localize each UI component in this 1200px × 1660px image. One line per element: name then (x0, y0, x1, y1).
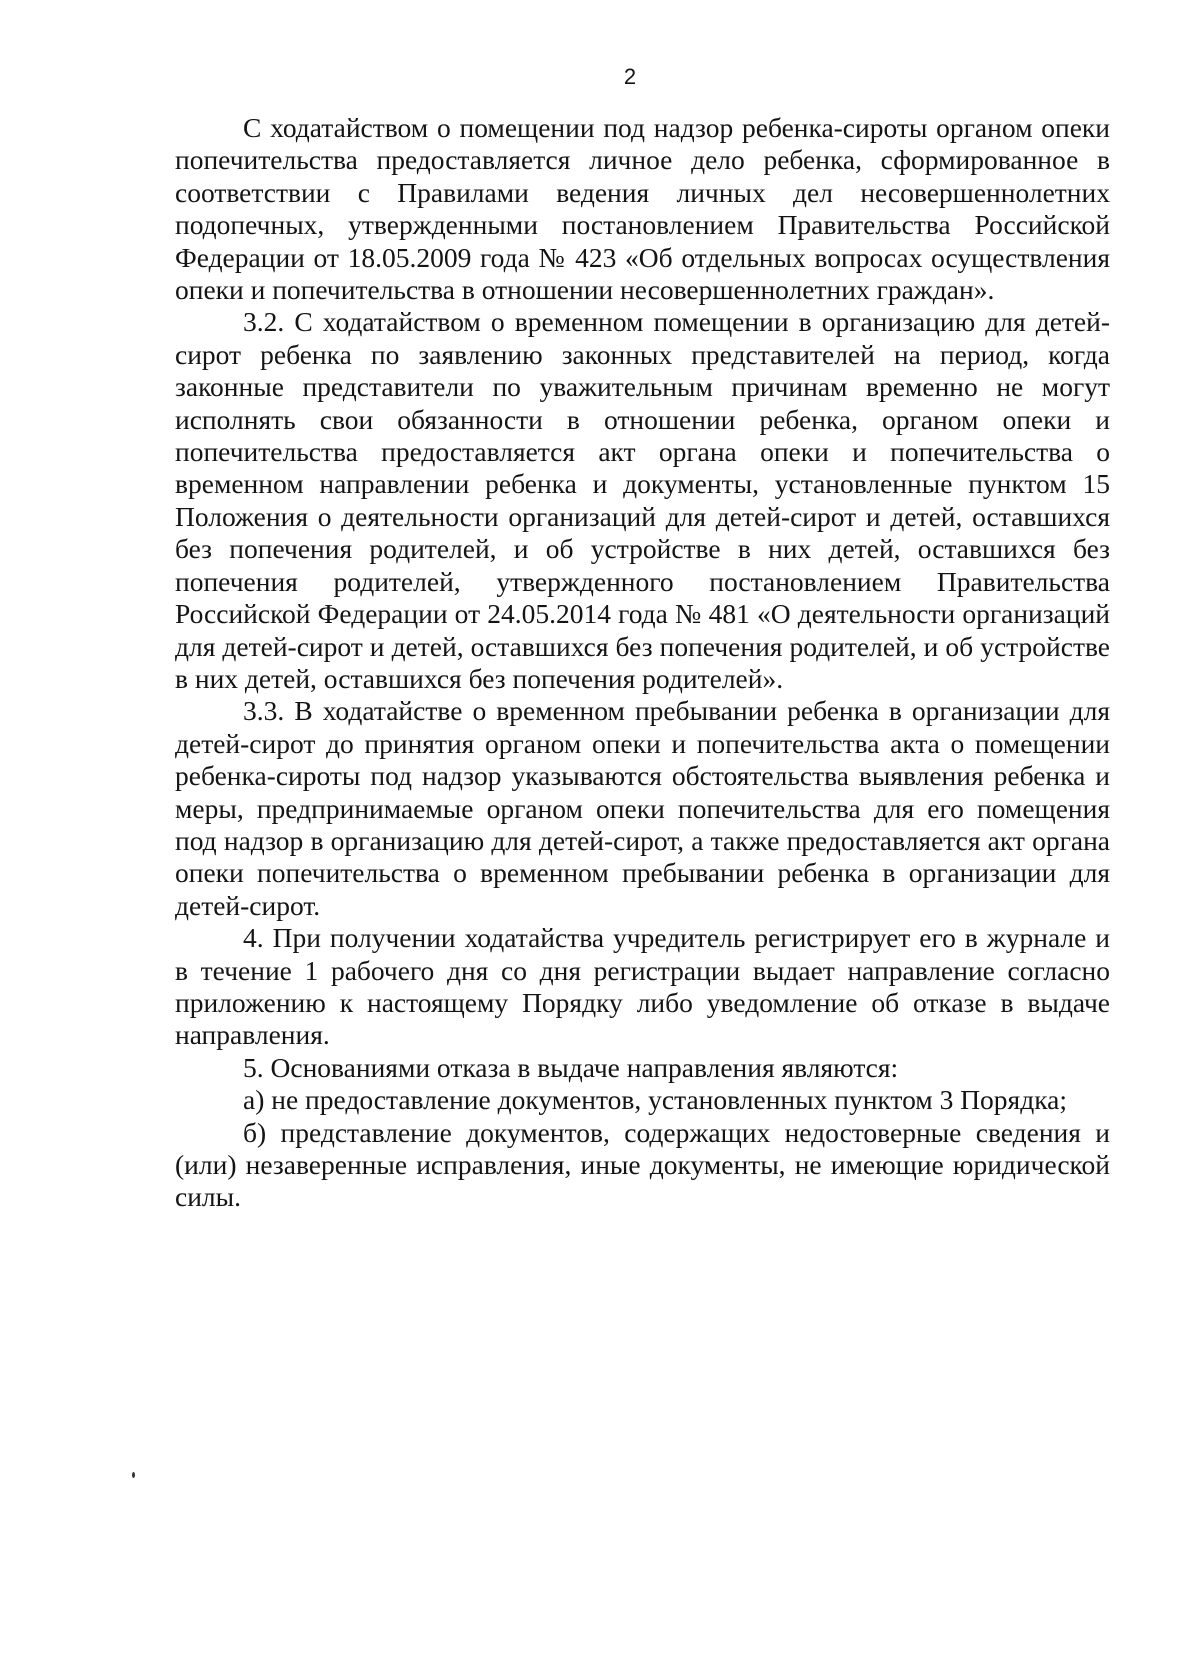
paragraph-5: 5. Основаниями отказа в выдаче направления являются: (243, 1051, 899, 1083)
paragraph-5b: б) представление документов, содержащих недостоверные сведения и (или) незаверенные исправления, иные документы, не имеющие юридической силы. (175, 1116, 1110, 1213)
document-body (175, 112, 1110, 1214)
scan-speck (132, 1472, 135, 1478)
paragraph-4: 4. При получении ходатайства учредитель регистрирует его в журнале и в течение 1 рабочего дня со дня регистрации выдает направление согласно приложению к настоящему Порядку либо уведомление об отказе в выдаче направления. (175, 922, 1110, 1051)
paragraph-3-3: 3.3. В ходатайстве о временном пребывании ребенка в организации для детей-сирот до принятия органом опеки и попечительства акта о помещении ребенка-сироты под надзор указываются обстоятельства выявления ребенка и меры, предпринимаемые органом опеки попечительства для его помещения под надзор в организацию для детей-сирот, а также предоставляется акт органа опеки попечительства о временном пребывании ребенка в организации для детей-сирот. (175, 695, 1110, 921)
page-number: 2 (623, 64, 637, 89)
paragraph-3-2: 3.2. С ходатайством о временном помещении в организацию для детей-сирот ребенка по заявлению законных представителей на период, когда законные представители по уважительным причинам временно не могут исполнять свои обязанности в отношении ребенка, органом опеки и попечительства предоставляется акт органа опеки и попечительства о временном направлении ребенка и документы, установленные пунктом 15 Положения о деятельности организаций для детей-сирот и детей, оставшихся без попечения родителей, и об устройстве в них детей, оставшихся без попечения родителей, утвержденного постановлением Правительства Российской Федерации от 24.05.2014 года № 481 «О деятельности организаций для детей-сирот и детей, оставшихся без попечения родителей, и об устройстве в них детей, оставшихся без попечения родителей». (175, 306, 1110, 694)
paragraph-5a: а) не предоставление документов, установленных пунктом 3 Порядка; (243, 1084, 1067, 1116)
paragraph-personal-file: С ходатайством о помещении под надзор ребенка-сироты органом опеки попечительства предоставляется личное дело ребенка, сформированное в соответствии с Правилами ведения личных дел несовершеннолетних подопечных, утвержденными постановлением Правительства Российской Федерации от 18.05.2009 года № 423 «Об отдельных вопросах осуществления опеки и попечительства в отношении несовершеннолетних граждан». (175, 112, 1110, 306)
